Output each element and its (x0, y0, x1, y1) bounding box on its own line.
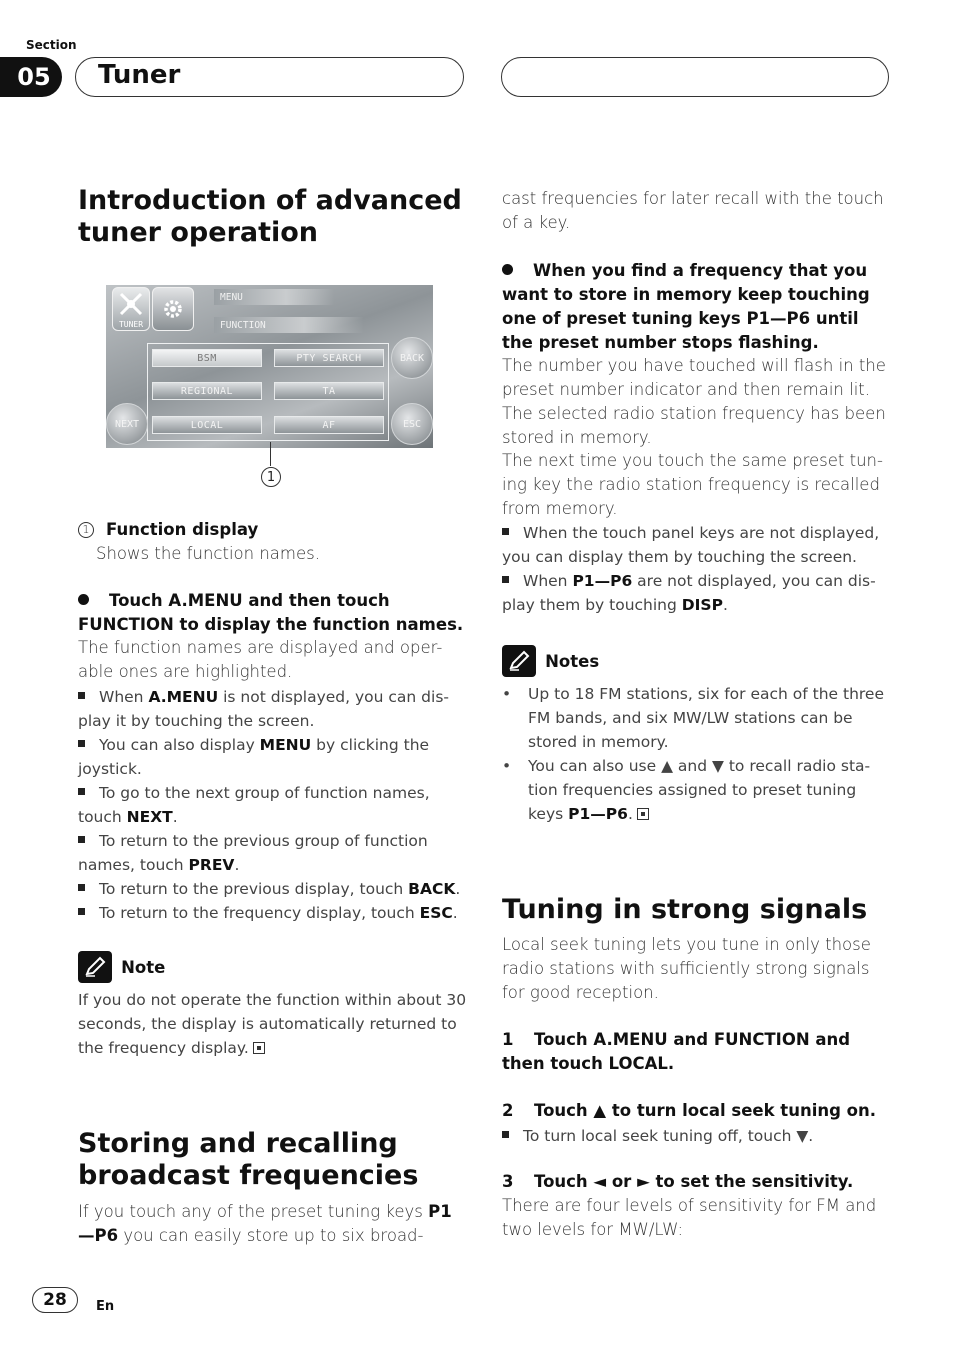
af-button[interactable]: AF (274, 416, 384, 434)
step-touch-amenu (78, 589, 464, 637)
bullet-dot (78, 594, 89, 605)
list-item: When P1—P6 are not displayed, you can dis-play them by touching DISP. (502, 572, 876, 614)
gear-icon (152, 287, 194, 331)
left-bullet-list (78, 685, 464, 925)
notes-label: Notes (545, 651, 600, 671)
right-bullet-list (502, 521, 888, 617)
list-item: To return to the previous group of function names, touch PREV. (78, 832, 428, 874)
end-mark-icon (253, 1042, 265, 1054)
heading-storing-text: Storing and recalling broadcast frequencies (78, 1128, 419, 1191)
next-button[interactable]: NEXT (106, 403, 148, 445)
step-3-body: There are four levels of sensitivity for FM and two levels for MW/LW: (502, 1196, 877, 1239)
list-item: When the touch panel keys are not displayed, you can display them by touching the screen. (502, 524, 880, 566)
function-tag: FUNCTION (214, 317, 364, 333)
function-names-body: The function names are displayed and oper-able ones are highlighted. (78, 638, 443, 681)
header-title: Tuner (98, 60, 181, 90)
callout-item-title: Function display (106, 520, 259, 539)
callout-line (270, 442, 271, 466)
list-item: You can also display MENU by clicking the joystick. (78, 736, 430, 778)
bullet-dot (502, 264, 513, 275)
gear-icon-graphic (160, 296, 186, 322)
language-label: En (96, 1299, 115, 1314)
step-2-bullet: To turn local seek tuning off, touch ▼. (502, 1124, 888, 1148)
note-text-content: If you do not operate the function within about 30 seconds, the display is automatically returned to the frequency display. (78, 991, 467, 1057)
step-touch-amenu-text: Touch A.MENU and then touch FUNCTION to display the function names. (78, 591, 464, 634)
ta-button[interactable]: TA (274, 382, 384, 400)
function-display-figure (106, 285, 433, 448)
step-3: 3 Touch ◄ or ► to set the sensitivity. (502, 1172, 854, 1191)
list-item: When A.MENU is not displayed, you can dis-play it by touching the screen. (78, 688, 449, 730)
tuner-icon (112, 287, 150, 331)
pencil-icon-graphic (507, 650, 531, 672)
section-number: 05 (0, 57, 62, 97)
notes-header (502, 645, 892, 677)
strong-signals-body: Local seek tuning lets you tune in only those radio stations with sufficiently strong signals for good reception. (502, 935, 871, 1002)
section-label: Section (26, 38, 77, 52)
heading-storing (78, 1128, 464, 1192)
back-button[interactable]: BACK (391, 337, 433, 379)
step-store-frequency-text: When you find a frequency that you want to store in memory keep touching one of preset tuning keys P1—P6 until the preset number stops flashing. (502, 261, 870, 352)
local-button[interactable]: LOCAL (152, 416, 262, 434)
list-item: • Up to 18 FM stations, six for each of the three FM bands, and six MW/LW stations can be stored in memory. (502, 685, 885, 751)
pty-search-button[interactable]: PTY SEARCH (274, 349, 384, 367)
heading-introduction (78, 185, 464, 249)
note-label: Note (121, 957, 166, 977)
page-number: 28 (32, 1287, 78, 1313)
callout-item (78, 518, 464, 566)
note-text (78, 988, 468, 1060)
regional-button[interactable]: REGIONAL (152, 382, 262, 400)
note-header (78, 951, 464, 983)
pencil-icon (502, 645, 536, 677)
bsm-button[interactable]: BSM (152, 349, 262, 367)
pencil-icon-graphic (83, 956, 107, 978)
list-item: To return to the frequency display, touch ESC. (78, 901, 464, 925)
storing-body: If you touch any of the preset tuning keys P1—P6 you can easily store up to six broad- (78, 1202, 452, 1245)
storing-continued: cast frequencies for later recall with the touch of a key. (502, 189, 884, 232)
pencil-icon (78, 951, 112, 983)
heading-introduction-text: Introduction of advanced tuner operation (78, 185, 462, 248)
list-item: To go to the next group of function names, touch NEXT. (78, 784, 430, 826)
tuner-icon-graphic (113, 288, 149, 322)
step-1: 1 Touch A.MENU and FUNCTION and then touch LOCAL. (502, 1030, 851, 1073)
store-body-1: The number you have touched will flash in the preset number indicator and then remain lit. The selected radio station frequency has been stored in memory. (502, 356, 886, 447)
tuner-icon-label: TUNER (118, 320, 144, 329)
heading-strong-signals-text: Tuning in strong signals (502, 894, 868, 925)
menu-tag: MENU (214, 289, 334, 305)
heading-strong-signals (502, 894, 892, 926)
callout-item-desc: Shows the function names. (96, 544, 320, 563)
store-body-2: The next time you touch the same preset tun-ing key the radio station frequency is recalled from memory. (502, 451, 883, 518)
callout-item-number: 1 (78, 522, 94, 538)
step-2: 2 Touch ▲ to turn local seek tuning on. (502, 1101, 876, 1120)
esc-button[interactable]: ESC (391, 403, 433, 445)
list-item: To return to the previous display, touch BACK. (78, 877, 464, 901)
header-empty-box (501, 57, 889, 97)
step-store-frequency (502, 259, 888, 355)
callout-marker: 1 (261, 467, 281, 487)
list-item: • You can also use ▲ and ▼ to recall radio sta-tion frequencies assigned to preset tuning keys P1—P6. (502, 757, 871, 823)
notes-list (502, 682, 888, 826)
end-mark-icon (637, 808, 649, 820)
